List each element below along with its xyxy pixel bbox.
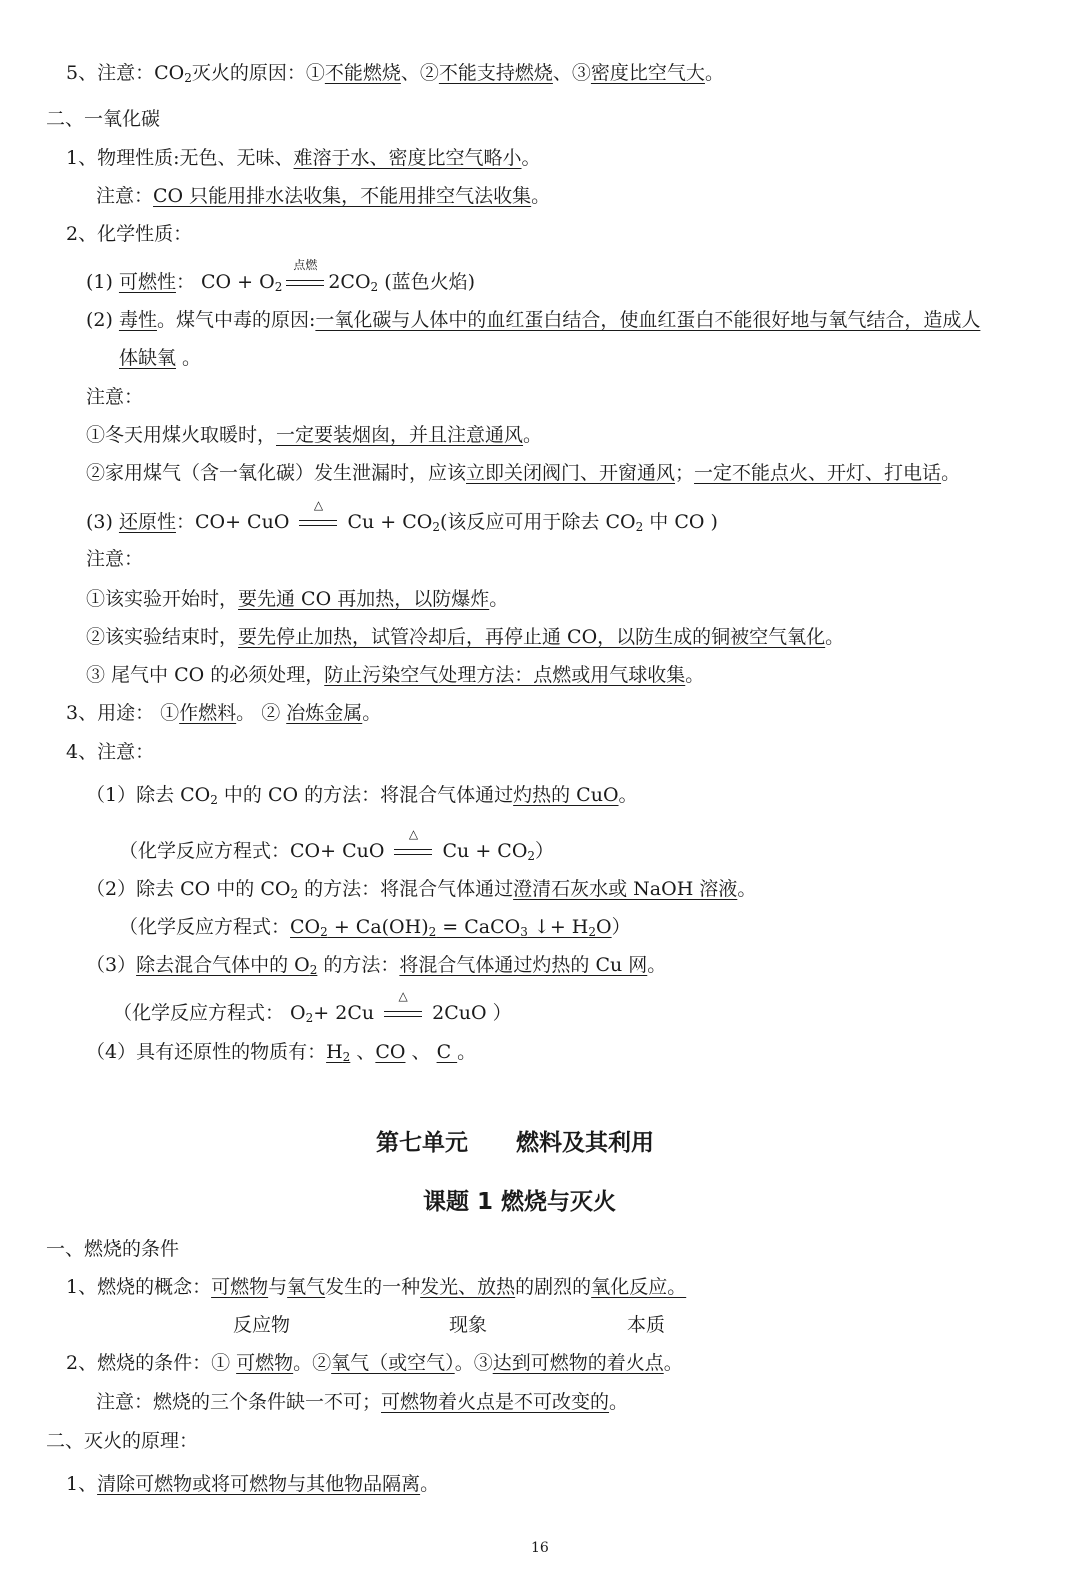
unit-title: 第七单元 燃料及其利用 — [376, 1130, 654, 1156]
label-reactant: 反应物 — [233, 1314, 291, 1336]
coal-heating-note: ①冬天用煤火取暖时，一定要装烟囱，并且注意通风。 — [86, 424, 543, 446]
co2-extinguish-note: 5、注意：$CO_2$灭火的原因：①不能燃烧、②不能支持燃烧、③密度比空气大。 — [66, 62, 724, 85]
experiment-start-note: ①该实验开始时，要先通 CO 再加热，以防爆炸。 — [86, 588, 509, 610]
label-phenomenon: 现象 — [449, 1314, 488, 1336]
toxicity-line-1: (2) 毒性。煤气中毒的原因:一氧化碳与人体中的血红蛋白结合，使血红蛋白不能很好地与氧气结合，造成人 — [86, 309, 981, 331]
remove-o2-method: （3）除去混合气体中的 $O_2$ 的方法：将混合气体通过灼热的 Cu 网。 — [86, 954, 667, 977]
uses: 3、用途： ①作燃料。 ② 冶炼金属。 — [66, 702, 382, 724]
label-essence: 本质 — [627, 1314, 666, 1336]
note-heading: 注意： — [86, 386, 144, 408]
extinguish-principle-1: 1、清除可燃物或将可燃物与其他物品隔离。 — [66, 1473, 440, 1495]
remove-co2-method: （2）除去 CO 中的 $CO_2$ 的方法：将混合气体通过澄清石灰水或 NaOH 溶液。 — [86, 878, 757, 901]
collection-note: 注意：CO 只能用排水法收集，不能用排空气法收集。 — [96, 185, 551, 207]
chemical-properties-heading: 2、化学性质： — [66, 223, 193, 245]
equation-co-cuo: （化学反应方程式：CO+ CuO △ $Cu + CO_2$） — [119, 827, 555, 863]
reducing-substances: （4）具有还原性的物质有：$H_2$ 、CO 、 C 。 — [86, 1041, 477, 1064]
toxicity-line-2: 体缺氧 。 — [119, 347, 202, 369]
equation-o2-cu: （化学反应方程式： $O_2+ 2Cu$ △ 2CuO ） — [113, 989, 512, 1025]
tail-gas-note: ③ 尾气中 CO 的必须处理，防止污染空气处理方法：点燃或用气球收集。 — [86, 664, 705, 686]
reaction-arrow: △ — [394, 837, 432, 859]
combustion-conditions: 2、燃烧的条件：① 可燃物。②氧气（或空气）。③达到可燃物的着火点。 — [66, 1352, 683, 1374]
conditions-note: 注意：燃烧的三个条件缺一不可；可燃物着火点是不可改变的。 — [96, 1391, 629, 1413]
lesson-title: 课题 1 燃烧与灭火 — [423, 1189, 617, 1215]
note-heading: 注意： — [86, 548, 144, 570]
physical-properties: 1、物理性质:无色、无味、难溶于水、密度比空气略小。 — [66, 147, 541, 169]
reaction-arrow: 点燃 — [286, 268, 324, 290]
section-heading-co: 二、一氧化碳 — [46, 108, 161, 130]
experiment-end-note: ②该实验结束时，要先停止加热，试管冷却后，再停止通 CO，以防生成的铜被空气氧化。 — [86, 626, 845, 648]
section-heading-combustion: 一、燃烧的条件 — [46, 1238, 180, 1260]
remove-co-method: （1）除去 $CO_2$ 中的 CO 的方法：将混合气体通过灼热的 CuO。 — [86, 784, 638, 807]
notes-heading: 4、注意： — [66, 741, 155, 763]
combustibility-equation: (1) 可燃性： CO + $O_2$ 点燃 $2CO_2$ (蓝色火焰) — [86, 258, 476, 294]
gas-leak-note: ②家用煤气（含一氧化碳）发生泄漏时，应该立即关闭阀门、开窗通风；一定不能点火、开灯、打电话。 — [86, 462, 961, 484]
reducibility-equation: (3) 还原性：CO+ CuO △ $Cu + CO_2$(该反应可用于除去 $CO_2$ 中 CO ) — [86, 498, 718, 534]
combustion-concept: 1、燃烧的概念：可燃物与氧气发生的一种发光、放热的剧烈的氧化反应。 — [66, 1276, 687, 1298]
page-number: 16 — [531, 1540, 549, 1556]
reaction-arrow: △ — [299, 508, 337, 530]
section-heading-extinguish: 二、灭火的原理： — [46, 1430, 199, 1452]
reaction-arrow: △ — [384, 999, 422, 1021]
equation-co2-limewater: （化学反应方程式：$CO_2 + Ca(OH)_2$ = CaCO$_3$ ↓+ $H_2O$） — [119, 916, 631, 939]
